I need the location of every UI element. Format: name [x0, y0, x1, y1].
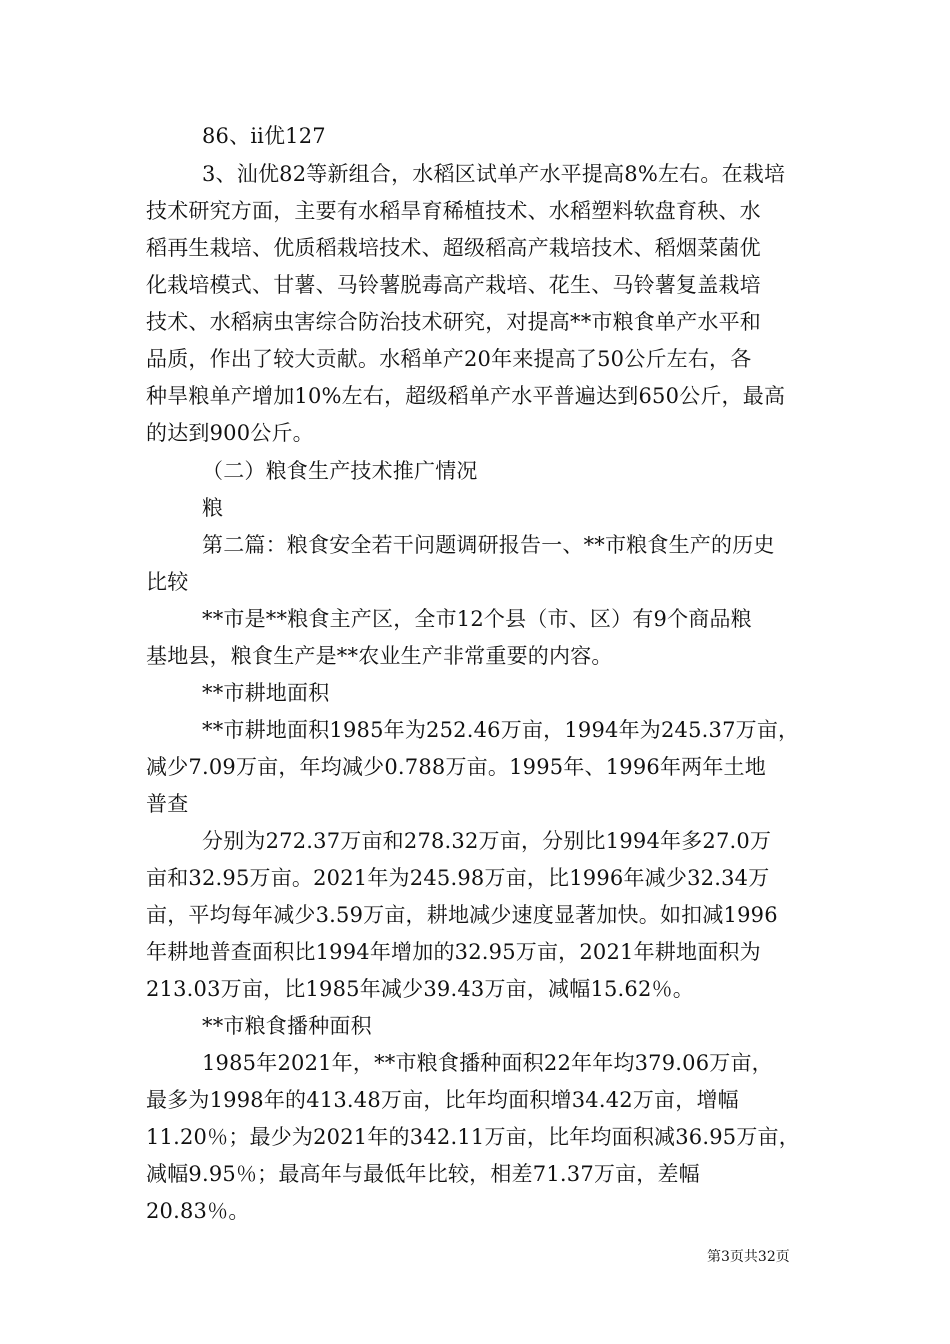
paragraph-line: 11.20％；最少为2021年的342.11万亩，比年均面积减36.95万亩， [146, 1125, 800, 1149]
paragraph-line: 技术、水稻病虫害综合防治技术研究，对提高**市粮食单产水平和 [146, 310, 761, 334]
article-title-line: 第二篇：粮食安全若干问题调研报告一、**市粮食生产的历史 [202, 533, 775, 557]
paragraph-line: 技术研究方面，主要有水稻旱育稀植技术、水稻塑料软盘育秧、水 [146, 199, 761, 223]
paragraph-line: 减少7.09万亩，年均减少0.788万亩。1995年、1996年两年土地 [146, 755, 766, 779]
paragraph-line: 3、汕优82等新组合，水稻区试单产水平提高8%左右。在栽培 [202, 162, 786, 186]
paragraph-line: 减幅9.95％；最高年与最低年比较，相差71.37万亩，差幅 [146, 1162, 700, 1186]
paragraph-line: 年耕地普查面积比1994年增加的32.95万亩，2021年耕地面积为 [146, 940, 761, 964]
page-number: 第3页共32页 [707, 1249, 790, 1265]
paragraph-line: 1985年2021年，**市粮食播种面积22年年均379.06万亩， [202, 1051, 773, 1075]
paragraph-line: 稻再生栽培、优质稻栽培技术、超级稻高产栽培技术、稻烟菜菌优 [146, 236, 761, 260]
paragraph-line: 最多为1998年的413.48万亩，比年均面积增34.42万亩，增幅 [146, 1088, 739, 1112]
paragraph-line: 20.83％。 [146, 1199, 250, 1223]
paragraph-line: 86、ⅱ优127 [202, 124, 326, 148]
paragraph-line: 基地县，粮食生产是**农业生产非常重要的内容。 [146, 644, 613, 668]
paragraph-line: 品质，作出了较大贡献。水稻单产20年来提高了50公斤左右，各 [146, 347, 752, 371]
paragraph-line: 粮 [202, 496, 224, 520]
paragraph-line: 亩和32.95万亩。2021年为245.98万亩，比1996年减少32.34万 [146, 866, 770, 890]
paragraph-line: 化栽培模式、甘薯、马铃薯脱毒高产栽培、花生、马铃薯复盖栽培 [146, 273, 761, 297]
section-heading: （二）粮食生产技术推广情况 [202, 459, 478, 483]
section-heading: **市耕地面积 [202, 681, 330, 705]
paragraph-line: **市耕地面积1985年为252.46万亩，1994年为245.37万亩， [202, 718, 800, 742]
paragraph-line: 亩，平均每年减少3.59万亩，耕地减少速度显著加快。如扣减1996 [146, 903, 778, 927]
section-heading: **市粮食播种面积 [202, 1014, 372, 1038]
paragraph-line: 种旱粮单产增加10%左右，超级稻单产水平普遍达到650公斤，最高 [146, 384, 786, 408]
paragraph-line: 的达到900公斤。 [146, 421, 314, 445]
paragraph-line: 213.03万亩，比1985年减少39.43万亩，减幅15.62％。 [146, 977, 694, 1001]
article-title-line: 比较 [146, 570, 189, 594]
paragraph-line: 普查 [146, 792, 189, 816]
paragraph-line: **市是**粮食主产区，全市12个县（市、区）有9个商品粮 [202, 607, 752, 631]
paragraph-line: 分别为272.37万亩和278.32万亩，分别比1994年多27.0万 [202, 829, 772, 853]
